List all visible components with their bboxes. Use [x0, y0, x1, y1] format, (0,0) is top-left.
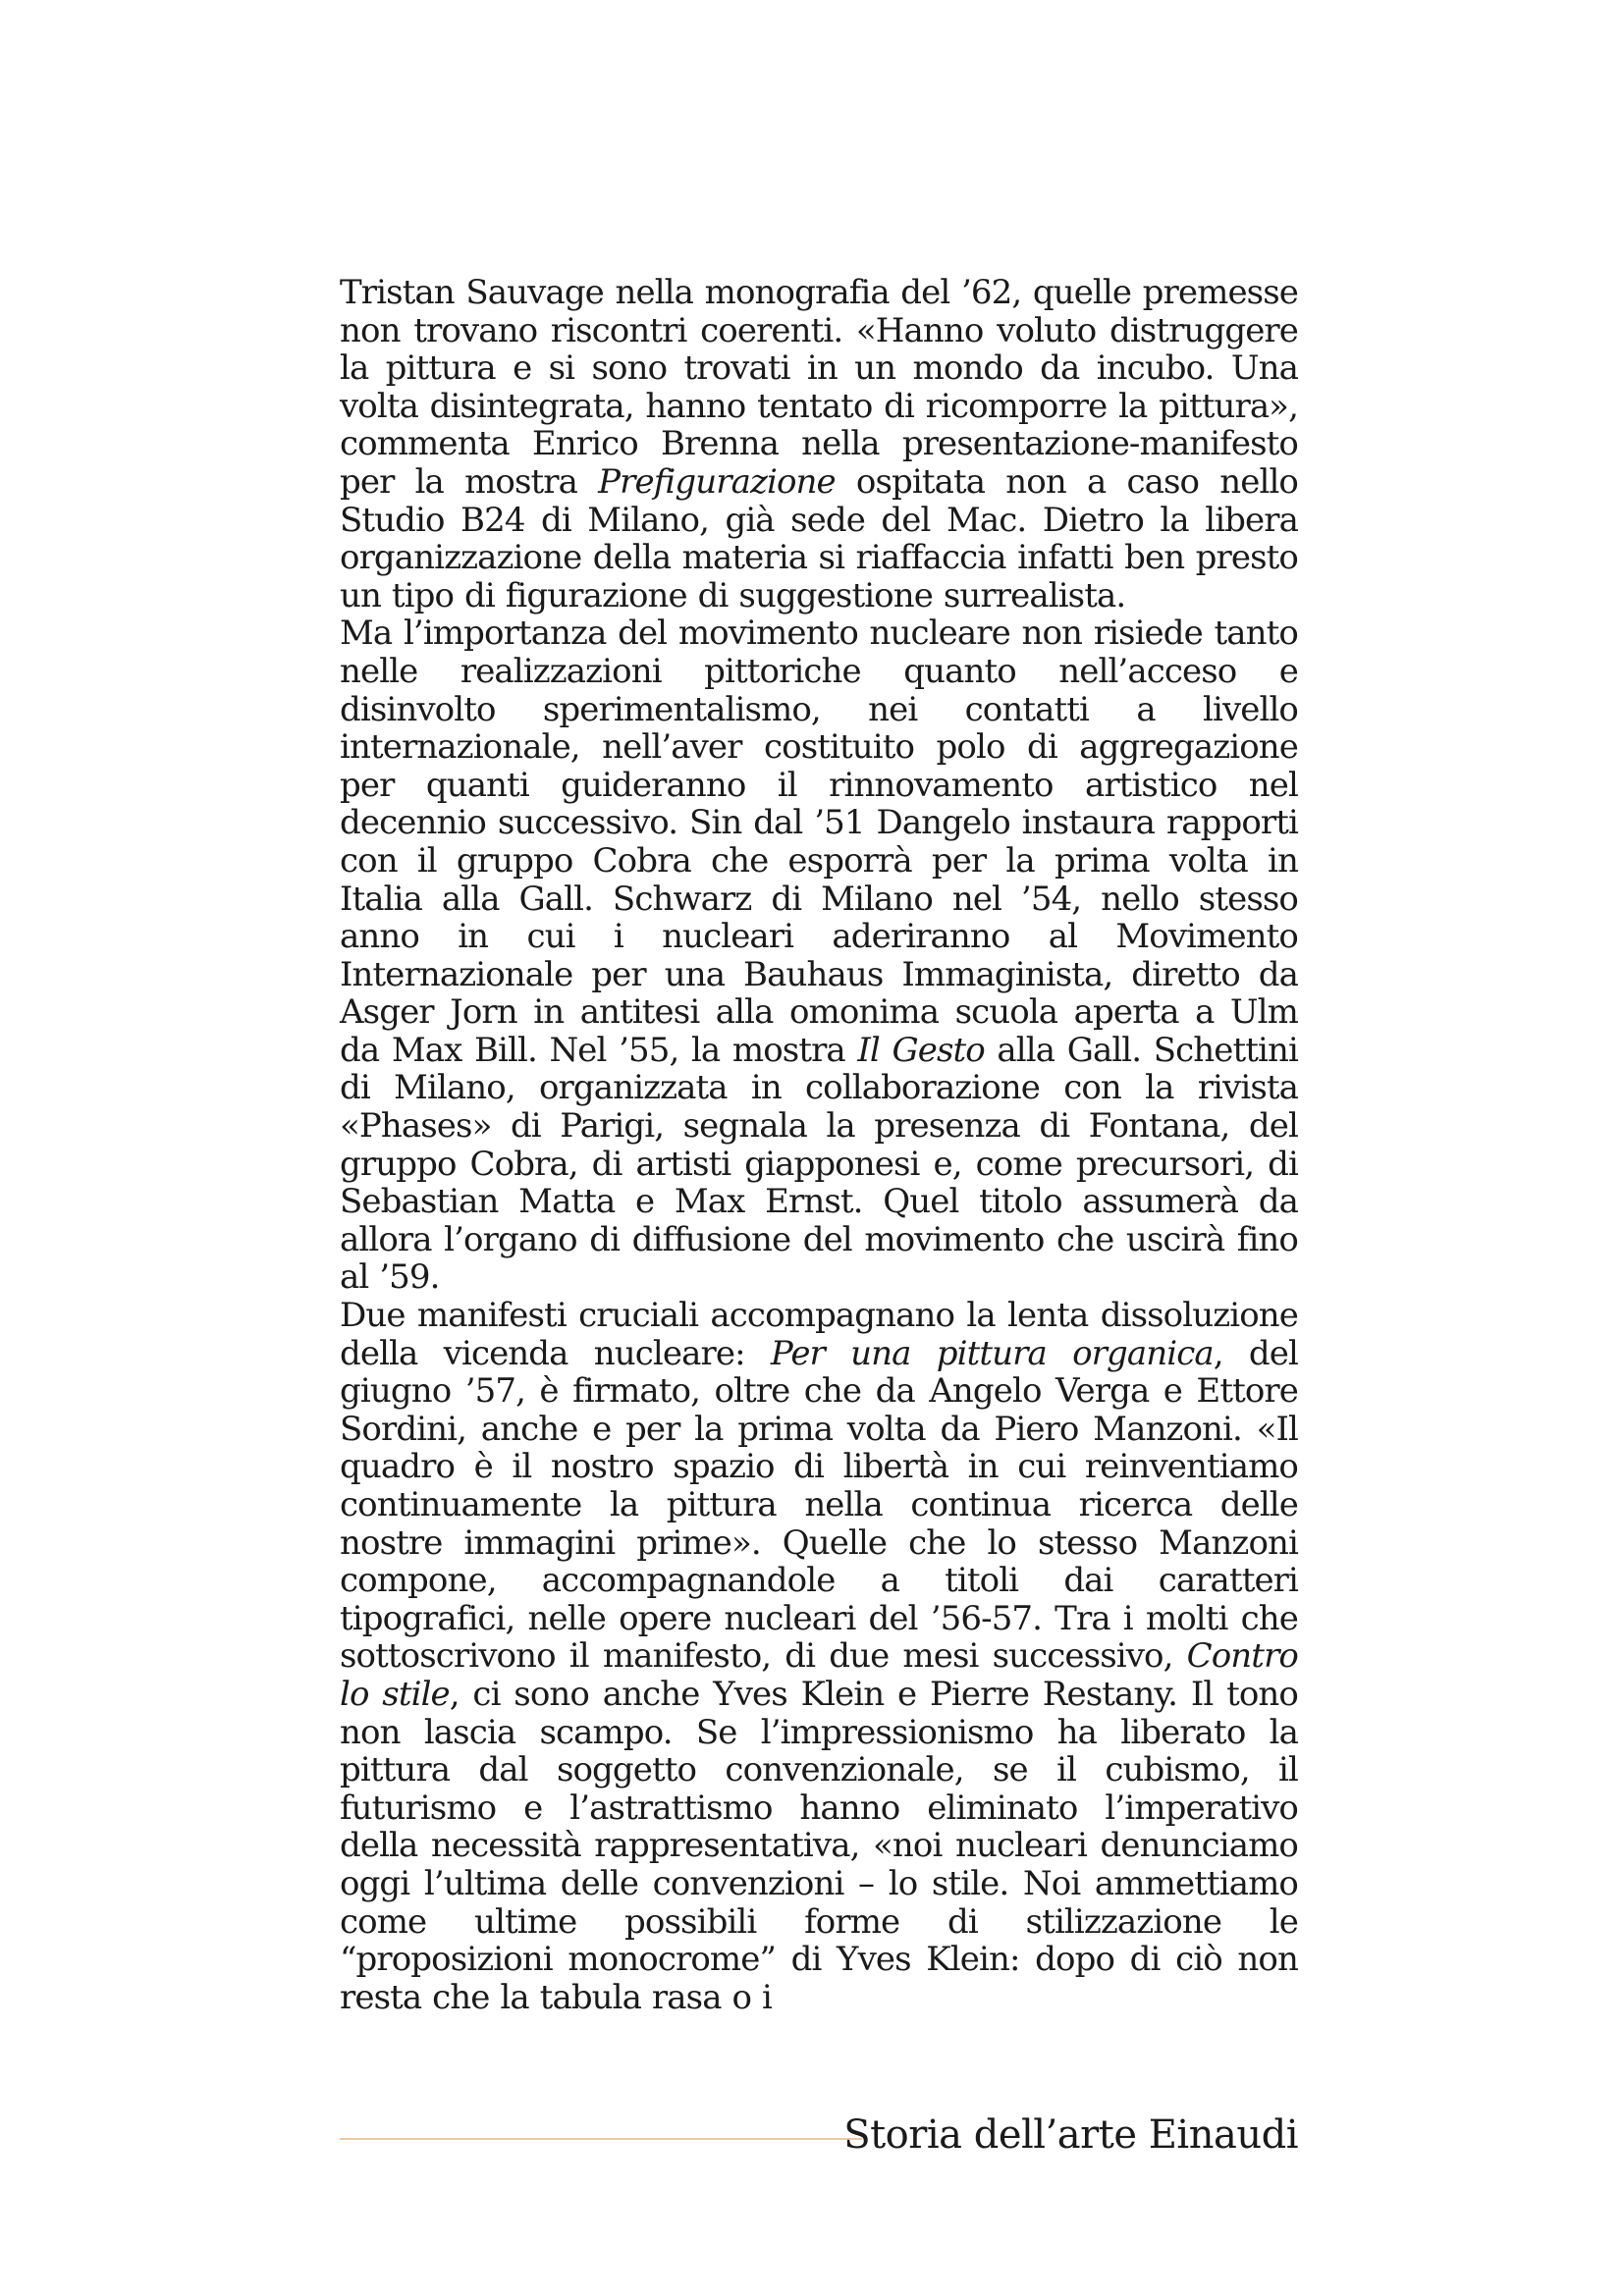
title-prefigurazione: Prefigurazione [598, 461, 836, 502]
paragraph-1-text: Tristan Sauvage nella monografia del ’62, quelle premesse non trovano riscontri coerenti. «Hanno voluto distruggere la pittura e si sono trovati in un mondo da incubo. Una volta disintegrata, hanno tentato di ricomporre la pittura», commenta Enrico Brenna nella presentazione-manifesto per la mostra [340, 273, 1298, 502]
paragraph-3-text-a: Due manifesti cruciali accompagnano la lenta dissoluzione della vicenda nucleare: [340, 1296, 1298, 1373]
title-contro-lo-stile: Contro lo stile [340, 1636, 1298, 1714]
body-text [340, 274, 1298, 2016]
page-footer [340, 2106, 1298, 2164]
footer-rule [340, 2138, 862, 2140]
title-il-gesto: Il Gesto [857, 1030, 985, 1070]
footer-publication-title: Storia dell’arte Einaudi [843, 2112, 1298, 2158]
paragraph-3-text-c: , ci sono anche Yves Klein e Pierre Restany. Il tono non lascia scampo. Se l’impressionismo ha liberato la pittura dal soggetto convenzionale, se il cubismo, il futurismo e l’astrattismo hanno eliminato l’imperativo della necessità rappresentativa, «noi nucleari denunciamo oggi l’ultima delle convenzioni – lo stile. Noi ammettiamo come ultime possibili forme di stilizzazione le “proposizioni monocrome” di Yves Klein: dopo di ciò non resta che la tabula rasa o i [340, 1674, 1298, 2017]
paragraph-1 [340, 274, 1298, 614]
title-per-una-pittura-organica: Per una pittura organica [770, 1333, 1214, 1373]
paragraph-3-text-b: , del giugno ’57, è firmato, oltre che da Angelo Verga e Ettore Sordini, anche e per la prima volta da Piero Manzoni. «Il quadro è il nostro spazio di libertà in cui reinventiamo continuamente la pittura nella continua ricerca delle nostre immagini prime». Quelle che lo stesso Manzoni compone, accompagnandole a titoli dai caratteri tipografici, nelle opere nucleari del ’56-57. Tra i molti che sottoscrivono il manifesto, di due mesi successivo, [340, 1333, 1298, 1677]
paragraph-2 [340, 614, 1298, 1297]
paragraph-2-text-b: alla Gall. Schettini di Milano, organizzata in collaborazione con la rivista «Phases» di Parigi, segnala la presenza di Fontana, del gruppo Cobra, di artisti giapponesi e, come precursori, di Sebastian Matta e Max Ernst. Quel titolo assumerà da allora l’organo di diffusione del movimento che uscirà fino al ’59. [340, 1030, 1298, 1298]
paragraph-1-tail: ospitata non a caso nello Studio B24 di Milano, già sede del Mac. Dietro la libera organizzazione della materia si riaffaccia infatti ben presto un tipo di figurazione di suggestione surrealista. [340, 461, 1298, 615]
paragraph-3 [340, 1297, 1298, 2016]
paragraph-2-text-a: Ma l’importanza del movimento nucleare non risiede tanto nelle realizzazioni pittoriche quanto nell’acceso e disinvolto sperimentalismo, nei contatti a livello internazionale, nell’aver costituito polo di aggregazione per quanti guideranno il rinnovamento artistico nel decennio successivo. Sin dal ’51 Dangelo instaura rapporti con il gruppo Cobra che esporrà per la prima volta in Italia alla Gall. Schwarz di Milano nel ’54, nello stesso anno in cui i nucleari aderiranno al Movimento Internazionale per una Bauhaus Immaginista, diretto da Asger Jorn in antitesi alla omonima scuola aperta a Ulm da Max Bill. Nel ’55, la mostra [340, 614, 1298, 1070]
